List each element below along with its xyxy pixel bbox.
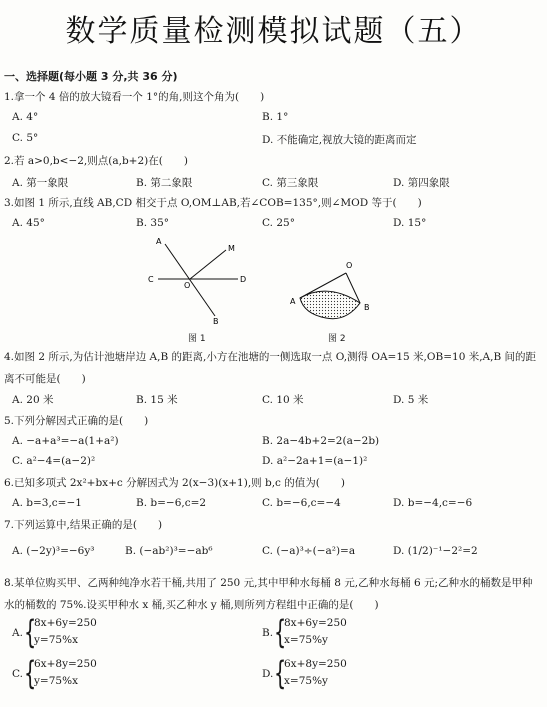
q3-option-c[interactable]: C. 25° [262,217,295,229]
q6-option-c[interactable]: C. b=−6,c=−4 [262,497,341,509]
brace-icon: { [274,654,287,692]
fig1-label-a: A [156,237,162,246]
q4-option-d[interactable]: D. 5 米 [393,394,429,406]
brace-icon: { [24,654,37,692]
q7-option-b[interactable]: B. (−ab²)³=−ab⁶ [125,545,213,557]
fig1-label-o: O [184,281,191,290]
question-4: 4.如图 2 所示,为估计池塘岸边 A,B 的距离,小方在池塘的一侧选取一点 O,测得 OA=15 米,OB=10 米,A,B 间的距离不可能是( ) [4,351,537,385]
question-2: 2.若 a>0,b<−2,则点(a,b+2)在( ) [4,155,188,167]
q7-option-a[interactable]: A. (−2y)³=−6y³ [12,545,95,557]
question-1: 1.拿一个 4 倍的放大镜看一个 1°的角,则这个角为( ) [4,91,265,103]
fig2-label-b: B [364,303,370,312]
q3-option-d[interactable]: D. 15° [393,217,427,229]
q7-option-c[interactable]: C. (−a)³÷(−a²)=a [262,545,356,557]
q7-option-d[interactable]: D. (1/2)⁻¹−2²=2 [393,545,478,557]
figure-2-caption: 图 2 [328,334,346,344]
q8-option-d-label[interactable]: D. [262,668,274,680]
question-8: 8.某单位购买甲、乙两种纯净水若干桶,共用了 250 元,其中甲种水每桶 8 元,乙种水每桶 6 元;乙种水的桶数是甲种水的桶数的 75%.设买甲种水 x 桶,买乙种水 y 桶,则所列方程组中正确的是( ) [4,577,533,611]
q5-option-d[interactable]: D. a²−2a+1=(a−1)² [262,455,368,467]
page-title: 数学质量检测模拟试题（五） [65,14,482,49]
fig2-label-a: A [290,297,296,306]
fig1-label-c: C [148,275,154,284]
figure-2 [288,258,378,328]
q2-option-d[interactable]: D. 第四象限 [393,177,450,189]
q2-option-b[interactable]: B. 第二象限 [136,177,193,189]
brace-icon: { [24,613,37,651]
question-6: 6.已知多项式 2x²+bx+c 分解因式为 2(x−3)(x+1),则 b,c 的值为( ) [4,477,345,489]
q8-option-b-label[interactable]: B. [262,627,274,639]
figure-1-caption: 图 1 [188,334,206,344]
section-heading: 一、选择题(每小题 3 分,共 36 分) [4,70,178,83]
q4-option-b[interactable]: B. 15 米 [136,394,178,406]
q8-option-a-label[interactable]: A. [12,627,23,639]
fig1-label-b: B [213,317,219,324]
q5-option-a[interactable]: A. −a+a³=−a(1+a²) [12,435,119,447]
q6-option-b[interactable]: B. b=−6,c=2 [136,497,207,509]
fig1-label-m: M [228,244,235,253]
q2-option-c[interactable]: C. 第三象限 [262,177,319,189]
q1-option-d[interactable]: D. 不能确定,视放大镜的距离而定 [262,134,417,146]
question-3: 3.如图 1 所示,直线 AB,CD 相交于点 O,OM⊥AB,若∠COB=135°,则∠MOD 等于( ) [4,197,422,209]
q4-option-a[interactable]: A. 20 米 [12,394,54,406]
question-5: 5.下列分解因式正确的是( ) [4,415,149,427]
q3-option-b[interactable]: B. 35° [136,217,170,229]
brace-icon: { [274,613,287,651]
question-7: 7.下列运算中,结果正确的是( ) [4,519,163,531]
q6-option-d[interactable]: D. b=−4,c=−6 [393,497,473,509]
fig1-label-d: D [240,275,247,284]
q1-option-c[interactable]: C. 5° [12,132,39,144]
q6-option-a[interactable]: A. b=3,c=−1 [12,497,82,509]
fig2-label-o: O [346,261,353,270]
q1-option-b[interactable]: B. 1° [262,111,289,123]
q5-option-c[interactable]: C. a²−4=(a−2)² [12,455,96,467]
q4-option-c[interactable]: C. 10 米 [262,394,304,406]
figure-1 [140,236,260,324]
q8-option-c-label[interactable]: C. [12,668,23,680]
q5-option-b[interactable]: B. 2a−4b+2=2(a−2b) [262,435,380,447]
q2-option-a[interactable]: A. 第一象限 [12,177,69,189]
q3-option-a[interactable]: A. 45° [12,217,45,229]
q1-option-a[interactable]: A. 4° [12,111,39,123]
